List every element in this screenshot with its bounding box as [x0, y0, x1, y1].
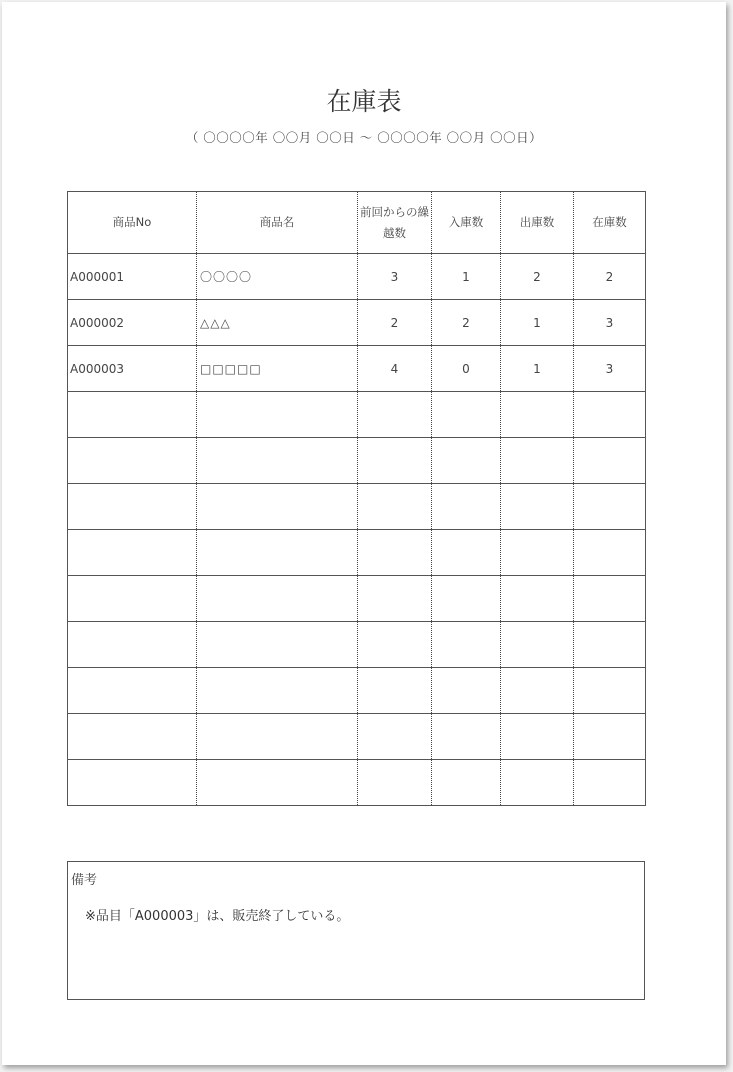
empty-cell [68, 438, 197, 484]
table-header-row [68, 192, 646, 254]
empty-table-row [68, 438, 646, 484]
empty-cell [197, 484, 358, 530]
empty-table-row [68, 530, 646, 576]
empty-table-row [68, 622, 646, 668]
cell-carryover: 3 [358, 254, 432, 300]
table-row [68, 254, 646, 300]
header-shipped: 出庫数 [501, 192, 574, 254]
empty-cell [574, 668, 646, 714]
empty-cell [358, 714, 432, 760]
cell-received: 1 [432, 254, 501, 300]
empty-cell [197, 622, 358, 668]
empty-cell [358, 438, 432, 484]
empty-cell [574, 530, 646, 576]
document-title: 在庫表 [326, 87, 402, 116]
empty-table-row [68, 714, 646, 760]
cell-shipped: 2 [501, 254, 574, 300]
empty-cell [68, 530, 197, 576]
cell-shipped: 1 [501, 346, 574, 392]
empty-cell [358, 576, 432, 622]
empty-cell [432, 622, 501, 668]
empty-cell [358, 668, 432, 714]
table-row [68, 346, 646, 392]
empty-cell [197, 530, 358, 576]
empty-table-row [68, 760, 646, 806]
remarks-box [67, 861, 645, 1000]
table-row [68, 300, 646, 346]
empty-cell [68, 714, 197, 760]
empty-cell [358, 760, 432, 806]
header-stock: 在庫数 [574, 192, 646, 254]
empty-cell [574, 760, 646, 806]
empty-cell [574, 392, 646, 438]
empty-cell [358, 484, 432, 530]
cell-stock: 3 [574, 300, 646, 346]
empty-cell [197, 576, 358, 622]
empty-table-row [68, 484, 646, 530]
empty-cell [358, 530, 432, 576]
inventory-table [67, 191, 646, 806]
empty-table-row [68, 668, 646, 714]
empty-cell [68, 576, 197, 622]
empty-cell [574, 714, 646, 760]
empty-cell [501, 438, 574, 484]
empty-cell [501, 484, 574, 530]
document-page [2, 2, 726, 1065]
empty-cell [68, 760, 197, 806]
empty-cell [197, 760, 358, 806]
cell-product-no: A000003 [68, 346, 197, 392]
empty-cell [574, 622, 646, 668]
cell-product-no: A000001 [68, 254, 197, 300]
header-product-no: 商品No [68, 192, 197, 254]
remarks-text: ※品目「A000003」は、販売終了している。 [85, 909, 350, 924]
empty-cell [501, 576, 574, 622]
empty-rows-group [68, 392, 646, 806]
cell-carryover: 2 [358, 300, 432, 346]
empty-cell [68, 484, 197, 530]
header-carryover: 前回からの繰越数 [358, 192, 432, 254]
header-received: 入庫数 [432, 192, 501, 254]
empty-cell [501, 714, 574, 760]
cell-shipped: 1 [501, 300, 574, 346]
cell-product-name: △△△ [197, 300, 358, 346]
empty-cell [432, 668, 501, 714]
empty-cell [68, 668, 197, 714]
empty-cell [432, 392, 501, 438]
empty-cell [197, 668, 358, 714]
empty-cell [574, 484, 646, 530]
empty-cell [197, 714, 358, 760]
cell-received: 2 [432, 300, 501, 346]
cell-stock: 3 [574, 346, 646, 392]
empty-cell [432, 530, 501, 576]
header-product-name: 商品名 [197, 192, 358, 254]
empty-cell [501, 760, 574, 806]
empty-cell [432, 484, 501, 530]
cell-received: 0 [432, 346, 501, 392]
empty-cell [432, 714, 501, 760]
empty-cell [432, 438, 501, 484]
cell-product-no: A000002 [68, 300, 197, 346]
empty-cell [574, 576, 646, 622]
cell-product-name: □□□□□ [197, 346, 358, 392]
empty-cell [501, 668, 574, 714]
remarks-label: 備考 [71, 873, 98, 888]
cell-product-name: 〇〇〇〇 [197, 254, 358, 300]
empty-cell [68, 392, 197, 438]
period-range: （ 〇〇〇〇年 〇〇月 〇〇日 ～ 〇〇〇〇年 〇〇月 〇〇日） [185, 130, 543, 145]
empty-cell [501, 622, 574, 668]
empty-cell [197, 392, 358, 438]
empty-cell [432, 576, 501, 622]
empty-cell [432, 760, 501, 806]
cell-carryover: 4 [358, 346, 432, 392]
empty-table-row [68, 392, 646, 438]
empty-cell [358, 392, 432, 438]
empty-cell [501, 392, 574, 438]
cell-stock: 2 [574, 254, 646, 300]
empty-cell [358, 622, 432, 668]
empty-cell [197, 438, 358, 484]
empty-cell [501, 530, 574, 576]
empty-cell [574, 438, 646, 484]
empty-cell [68, 622, 197, 668]
empty-table-row [68, 576, 646, 622]
